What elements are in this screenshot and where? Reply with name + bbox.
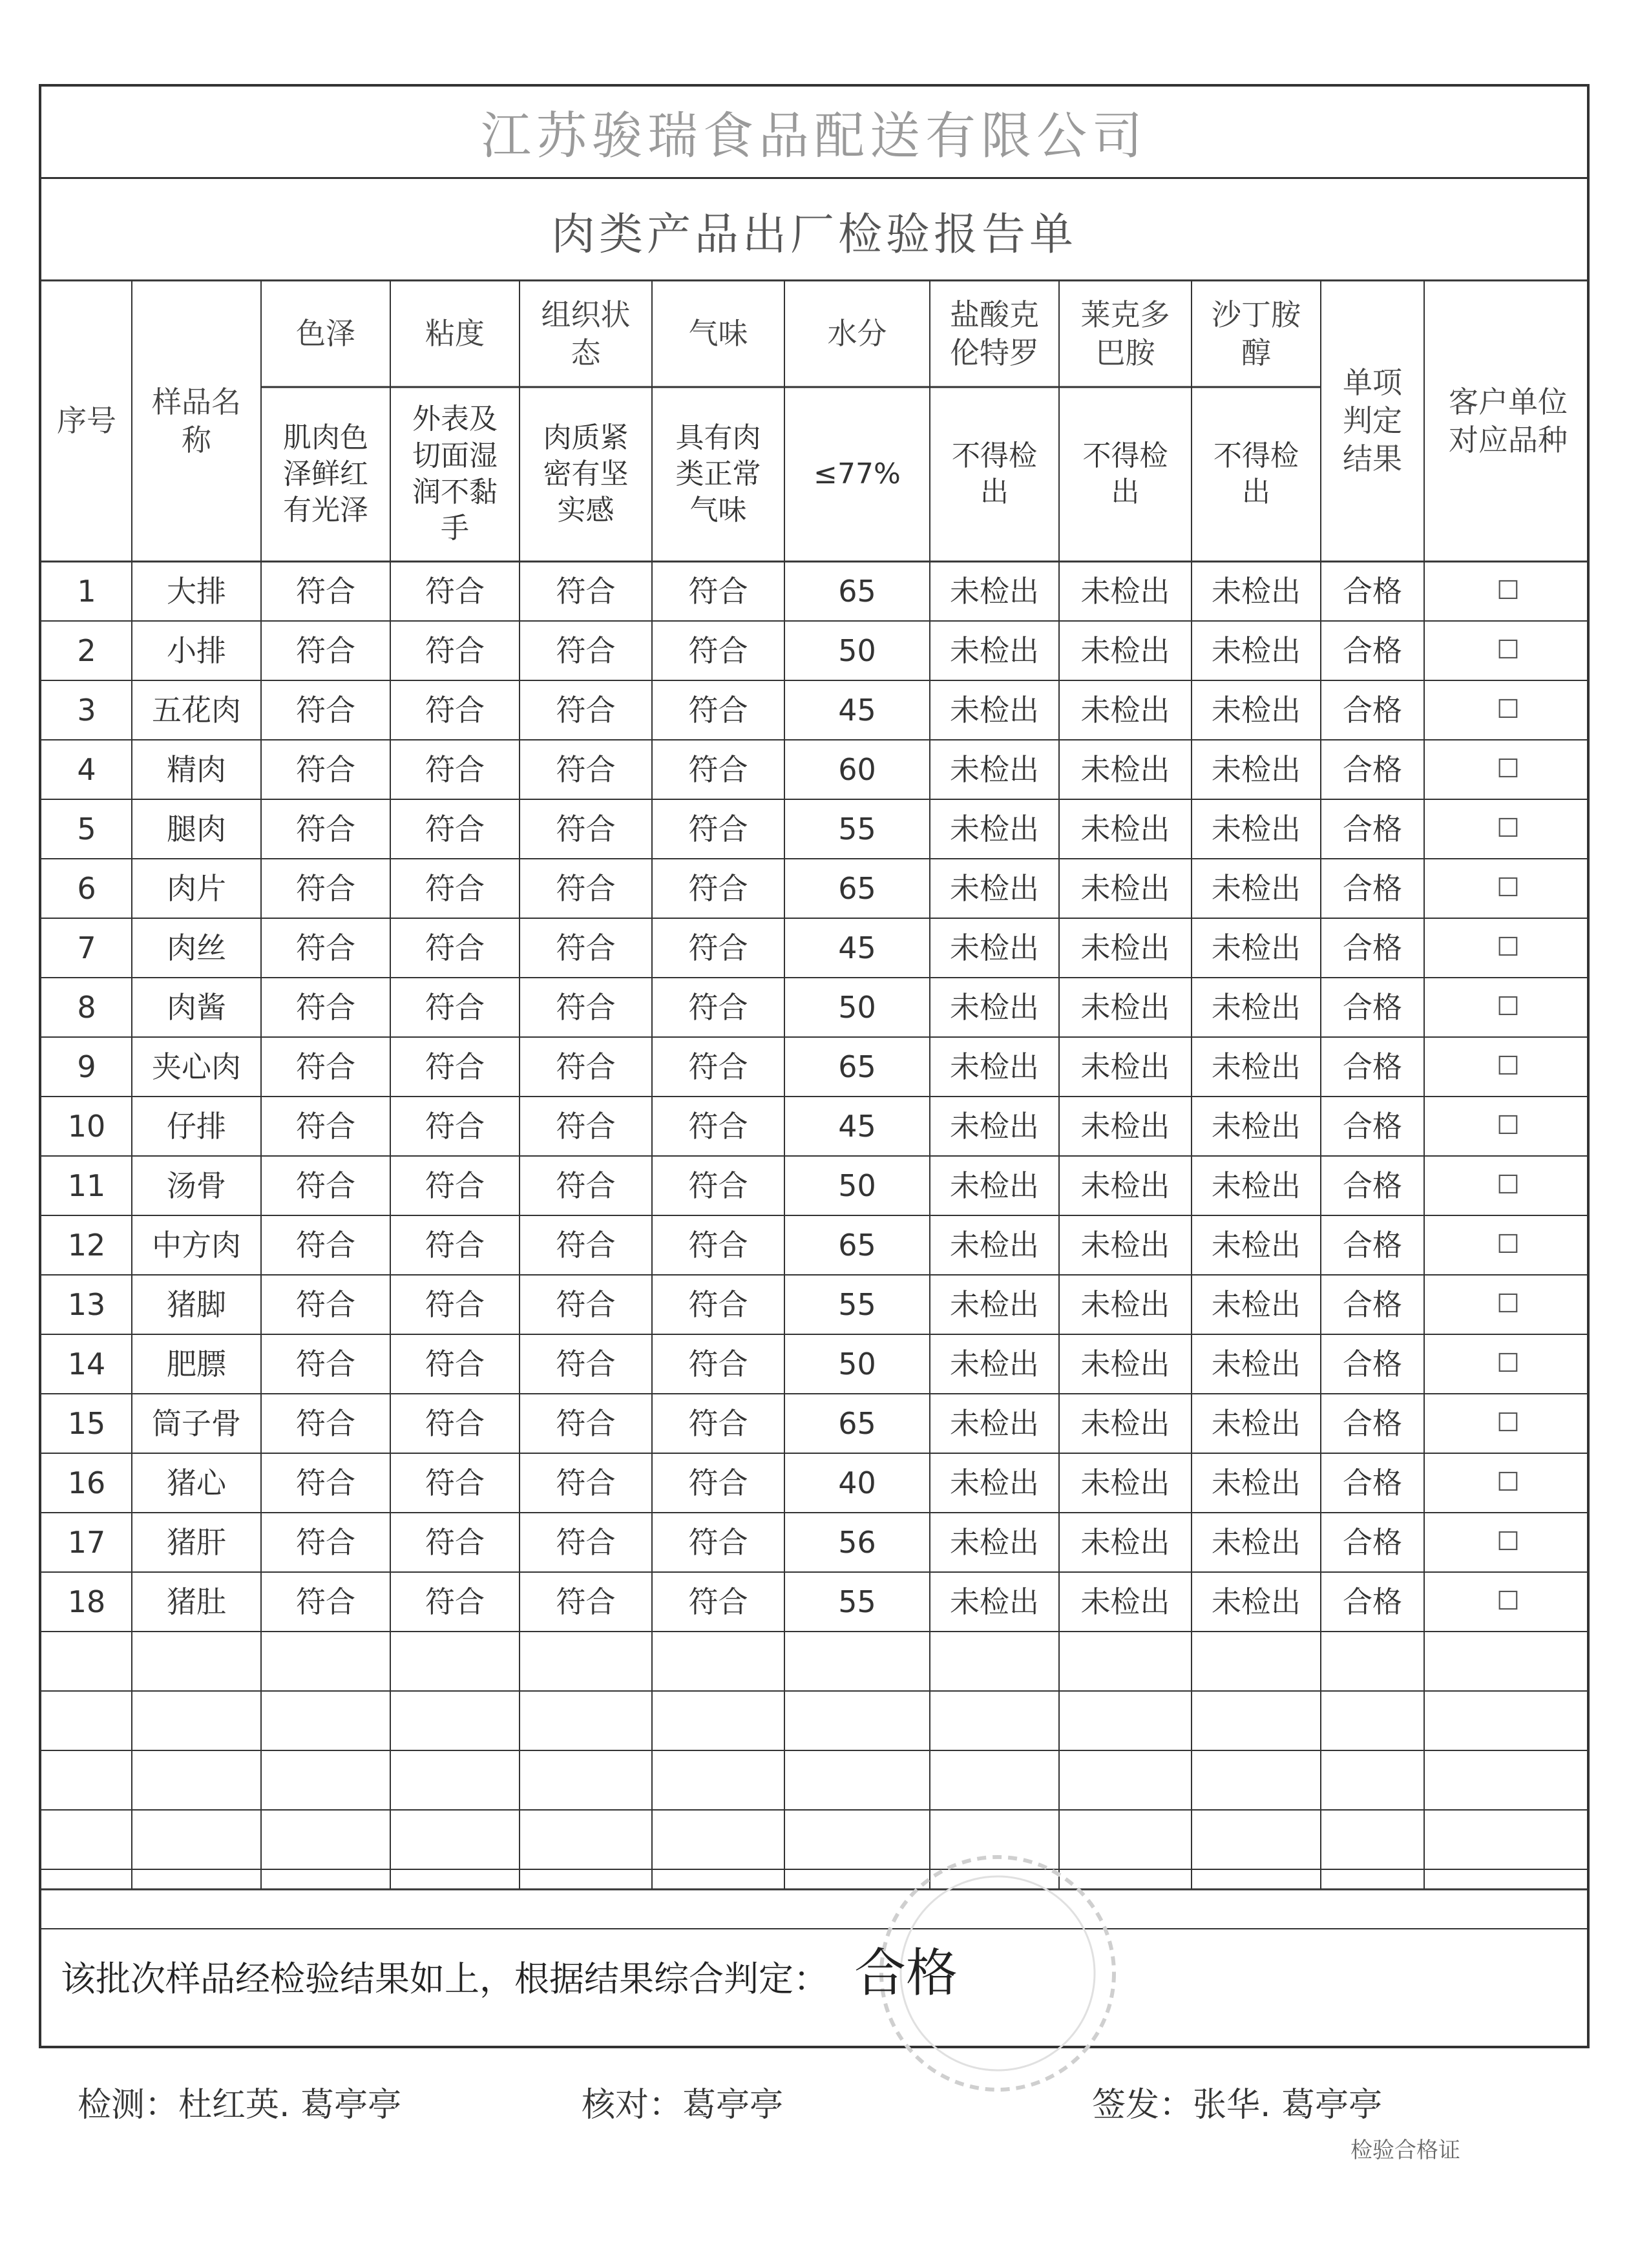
table-cell-viscosity: 符合 <box>425 930 485 965</box>
table-cell-client: ☐ <box>1497 1230 1520 1260</box>
table-cell-salbutamol: 未检出 <box>1212 930 1301 965</box>
table-cell-color: 符合 <box>296 1168 355 1203</box>
table-cell-texture: 符合 <box>556 633 616 668</box>
table-cell-smell: 符合 <box>688 811 748 846</box>
table-cell-client: ☐ <box>1497 1051 1520 1082</box>
table-cell-seq: 3 <box>77 692 96 728</box>
table-cell-client: ☐ <box>1497 1170 1520 1201</box>
table-cell-seq: 6 <box>77 870 96 906</box>
table-cell-smell: 符合 <box>688 692 748 728</box>
table-cell-color: 符合 <box>296 692 355 728</box>
criterion-viscosity: 外表及 切面湿 润不黏 手 <box>412 403 498 545</box>
table-cell-verdict: 合格 <box>1343 692 1402 728</box>
table-cell-verdict: 合格 <box>1343 1405 1402 1441</box>
table-cell-ractopamine: 未检出 <box>1080 811 1170 846</box>
table-cell-salbutamol: 未检出 <box>1212 870 1301 906</box>
table-cell-salbutamol: 未检出 <box>1212 1465 1301 1500</box>
table-cell-color: 符合 <box>296 633 355 668</box>
table-cell-viscosity: 符合 <box>425 1524 485 1560</box>
table-cell-color: 符合 <box>296 989 355 1025</box>
criterion-salbutamol: 不得检 出 <box>1213 439 1299 509</box>
table-cell-ractopamine: 未检出 <box>1080 1465 1170 1500</box>
table-cell-viscosity: 符合 <box>425 573 485 609</box>
table-cell-texture: 符合 <box>556 1049 616 1084</box>
table-cell-name: 夹心肉 <box>152 1049 241 1084</box>
table-cell-client: ☐ <box>1497 635 1520 666</box>
table-cell-smell: 符合 <box>688 1227 748 1263</box>
table-cell-client: ☐ <box>1497 1289 1520 1319</box>
table-cell-smell: 符合 <box>688 870 748 906</box>
table-cell-viscosity: 符合 <box>425 989 485 1025</box>
table-cell-ractopamine: 未检出 <box>1080 573 1170 609</box>
table-cell-clenbuterol: 未检出 <box>950 1108 1039 1144</box>
table-cell-seq: 2 <box>77 633 96 668</box>
table-cell-moisture: 50 <box>838 989 876 1025</box>
table-cell-viscosity: 符合 <box>425 692 485 728</box>
table-cell-salbutamol: 未检出 <box>1212 1168 1301 1203</box>
table-cell-ractopamine: 未检出 <box>1080 633 1170 668</box>
table-cell-clenbuterol: 未检出 <box>950 633 1039 668</box>
table-cell-clenbuterol: 未检出 <box>950 692 1039 728</box>
table-cell-clenbuterol: 未检出 <box>950 573 1039 609</box>
table-cell-moisture: 65 <box>838 870 876 906</box>
table-cell-seq: 16 <box>67 1465 106 1500</box>
table-cell-verdict: 合格 <box>1343 989 1402 1025</box>
table-cell-verdict: 合格 <box>1343 633 1402 668</box>
criterion-texture: 肉质紧 密有坚 实感 <box>543 421 629 527</box>
criterion-ractopamine: 不得检 出 <box>1082 439 1168 509</box>
table-cell-color: 符合 <box>296 811 355 846</box>
table-cell-name: 汤骨 <box>167 1168 226 1203</box>
table-cell-client: ☐ <box>1497 1408 1520 1438</box>
table-cell-moisture: 55 <box>838 1584 876 1619</box>
table-cell-viscosity: 符合 <box>425 1108 485 1144</box>
table-cell-salbutamol: 未检出 <box>1212 751 1301 787</box>
table-cell-client: ☐ <box>1497 576 1520 606</box>
table-cell-verdict: 合格 <box>1343 1108 1402 1144</box>
table-cell-moisture: 45 <box>838 1108 876 1144</box>
table-cell-smell: 符合 <box>688 633 748 668</box>
table-cell-verdict: 合格 <box>1343 1049 1402 1084</box>
header-salbutamol: 沙丁胺 醇 <box>1212 297 1301 370</box>
header-verdict: 单项 判定 结果 <box>1343 365 1402 476</box>
table-cell-texture: 符合 <box>556 870 616 906</box>
table-cell-viscosity: 符合 <box>425 1346 485 1381</box>
header-viscosity: 粘度 <box>425 316 485 352</box>
table-cell-ractopamine: 未检出 <box>1080 1524 1170 1560</box>
table-cell-moisture: 56 <box>838 1524 876 1560</box>
table-cell-salbutamol: 未检出 <box>1212 1227 1301 1263</box>
table-cell-ractopamine: 未检出 <box>1080 1584 1170 1619</box>
table-cell-name: 五花肉 <box>152 692 241 728</box>
table-cell-client: ☐ <box>1497 1349 1520 1379</box>
table-cell-client: ☐ <box>1497 1111 1520 1141</box>
table-cell-seq: 11 <box>67 1168 106 1203</box>
table-cell-seq: 12 <box>67 1227 106 1263</box>
table-cell-name: 大排 <box>167 573 226 609</box>
table-cell-ractopamine: 未检出 <box>1080 1227 1170 1263</box>
table-cell-ractopamine: 未检出 <box>1080 1168 1170 1203</box>
table-cell-color: 符合 <box>296 1405 355 1441</box>
table-cell-viscosity: 符合 <box>425 1584 485 1619</box>
table-cell-clenbuterol: 未检出 <box>950 1405 1039 1441</box>
table-cell-color: 符合 <box>296 1049 355 1084</box>
table-cell-seq: 15 <box>67 1405 106 1441</box>
table-cell-salbutamol: 未检出 <box>1212 1108 1301 1144</box>
table-cell-seq: 4 <box>77 751 96 787</box>
table-cell-salbutamol: 未检出 <box>1212 633 1301 668</box>
table-cell-smell: 符合 <box>688 1168 748 1203</box>
table-cell-salbutamol: 未检出 <box>1212 1405 1301 1441</box>
table-cell-texture: 符合 <box>556 1524 616 1560</box>
table-cell-texture: 符合 <box>556 692 616 728</box>
table-cell-verdict: 合格 <box>1343 1227 1402 1263</box>
table-cell-verdict: 合格 <box>1343 751 1402 787</box>
table-cell-color: 符合 <box>296 1346 355 1381</box>
table-cell-moisture: 40 <box>838 1465 876 1500</box>
table-cell-viscosity: 符合 <box>425 1405 485 1441</box>
table-cell-color: 符合 <box>296 1227 355 1263</box>
table-cell-color: 符合 <box>296 751 355 787</box>
table-cell-clenbuterol: 未检出 <box>950 1465 1039 1500</box>
table-cell-moisture: 50 <box>838 1168 876 1203</box>
table-cell-name: 肉丝 <box>167 930 226 965</box>
table-cell-client: ☐ <box>1497 992 1520 1022</box>
table-cell-ractopamine: 未检出 <box>1080 1049 1170 1084</box>
table-cell-smell: 符合 <box>688 1524 748 1560</box>
table-cell-clenbuterol: 未检出 <box>950 751 1039 787</box>
table-cell-name: 肉片 <box>167 870 226 906</box>
table-cell-name: 猪肝 <box>167 1524 226 1560</box>
table-cell-moisture: 55 <box>838 1286 876 1322</box>
table-cell-texture: 符合 <box>556 1168 616 1203</box>
table-cell-name: 腿肉 <box>167 811 226 846</box>
table-cell-texture: 符合 <box>556 930 616 965</box>
report-title: 肉类产品出厂检验报告单 <box>41 177 1587 282</box>
table-cell-verdict: 合格 <box>1343 1346 1402 1381</box>
table-cell-client: ☐ <box>1497 1586 1520 1617</box>
table-cell-verdict: 合格 <box>1343 1524 1402 1560</box>
table-cell-seq: 14 <box>67 1346 106 1381</box>
table-cell-seq: 8 <box>77 989 96 1025</box>
table-cell-name: 猪心 <box>167 1465 226 1500</box>
criterion-color: 肌肉色 泽鲜红 有光泽 <box>283 421 368 527</box>
table-cell-salbutamol: 未检出 <box>1212 1524 1301 1560</box>
table-cell-client: ☐ <box>1497 695 1520 725</box>
table-cell-smell: 符合 <box>688 1584 748 1619</box>
table-cell-client: ☐ <box>1497 873 1520 903</box>
inspection-report-form <box>39 84 1590 2048</box>
table-cell-name: 精肉 <box>167 751 226 787</box>
table-cell-viscosity: 符合 <box>425 811 485 846</box>
table-cell-ractopamine: 未检出 <box>1080 1286 1170 1322</box>
header-moisture: 水分 <box>827 316 887 352</box>
table-cell-viscosity: 符合 <box>425 1286 485 1322</box>
header-color: 色泽 <box>296 316 355 352</box>
table-cell-clenbuterol: 未检出 <box>950 1346 1039 1381</box>
table-cell-ractopamine: 未检出 <box>1080 692 1170 728</box>
table-cell-name: 小排 <box>167 633 226 668</box>
table-cell-texture: 符合 <box>556 751 616 787</box>
table-cell-salbutamol: 未检出 <box>1212 989 1301 1025</box>
table-cell-texture: 符合 <box>556 1108 616 1144</box>
table-cell-texture: 符合 <box>556 1227 616 1263</box>
table-cell-client: ☐ <box>1497 1527 1520 1557</box>
table-cell-viscosity: 符合 <box>425 633 485 668</box>
table-cell-color: 符合 <box>296 1465 355 1500</box>
table-cell-verdict: 合格 <box>1343 1584 1402 1619</box>
table-cell-moisture: 65 <box>838 573 876 609</box>
table-cell-moisture: 50 <box>838 1346 876 1381</box>
table-cell-verdict: 合格 <box>1343 1465 1402 1500</box>
table-cell-verdict: 合格 <box>1343 870 1402 906</box>
company-name: 江苏骏瑞食品配送有限公司 <box>480 107 1148 165</box>
table-cell-clenbuterol: 未检出 <box>950 1168 1039 1203</box>
table-cell-client: ☐ <box>1497 932 1520 963</box>
table-cell-moisture: 50 <box>838 633 876 668</box>
table-cell-moisture: 45 <box>838 930 876 965</box>
table-cell-color: 符合 <box>296 573 355 609</box>
header-name: 样品名 称 <box>152 384 241 457</box>
table-cell-seq: 5 <box>77 811 96 846</box>
table-cell-texture: 符合 <box>556 1346 616 1381</box>
table-cell-verdict: 合格 <box>1343 1286 1402 1322</box>
header-client: 客户单位 对应品种 <box>1449 384 1568 457</box>
table-cell-verdict: 合格 <box>1343 930 1402 965</box>
table-cell-ractopamine: 未检出 <box>1080 751 1170 787</box>
table-cell-ractopamine: 未检出 <box>1080 1346 1170 1381</box>
table-cell-color: 符合 <box>296 930 355 965</box>
table-cell-texture: 符合 <box>556 1405 616 1441</box>
table-cell-viscosity: 符合 <box>425 1465 485 1500</box>
table-cell-viscosity: 符合 <box>425 870 485 906</box>
table-cell-salbutamol: 未检出 <box>1212 1346 1301 1381</box>
table-cell-name: 中方肉 <box>152 1227 241 1263</box>
table-cell-moisture: 55 <box>838 811 876 846</box>
table-cell-verdict: 合格 <box>1343 811 1402 846</box>
table-cell-smell: 符合 <box>688 989 748 1025</box>
table-cell-color: 符合 <box>296 870 355 906</box>
header-smell: 气味 <box>688 316 748 352</box>
table-cell-clenbuterol: 未检出 <box>950 930 1039 965</box>
table-cell-viscosity: 符合 <box>425 1049 485 1084</box>
table-cell-smell: 符合 <box>688 1108 748 1144</box>
table-cell-salbutamol: 未检出 <box>1212 1049 1301 1084</box>
table-cell-clenbuterol: 未检出 <box>950 1524 1039 1560</box>
table-cell-salbutamol: 未检出 <box>1212 811 1301 846</box>
table-cell-ractopamine: 未检出 <box>1080 989 1170 1025</box>
table-cell-seq: 17 <box>67 1524 106 1560</box>
table-cell-viscosity: 符合 <box>425 1227 485 1263</box>
table-cell-texture: 符合 <box>556 1465 616 1500</box>
table-cell-texture: 符合 <box>556 989 616 1025</box>
table-cell-seq: 1 <box>77 573 96 609</box>
table-cell-name: 筒子骨 <box>152 1405 241 1441</box>
table-cell-salbutamol: 未检出 <box>1212 1584 1301 1619</box>
table-cell-salbutamol: 未检出 <box>1212 692 1301 728</box>
table-cell-client: ☐ <box>1497 814 1520 844</box>
summary-line <box>61 1931 958 2006</box>
header-clenbuterol: 盐酸克 伦特罗 <box>950 297 1039 370</box>
summary-text: 该批次样品经检验结果如上，根据结果综合判定： <box>61 1958 828 1999</box>
inspection-certificate-label: 检验合格证 <box>1350 2137 1460 2163</box>
table-cell-clenbuterol: 未检出 <box>950 1049 1039 1084</box>
table-cell-seq: 9 <box>77 1049 96 1084</box>
table-cell-moisture: 65 <box>838 1405 876 1441</box>
table-cell-clenbuterol: 未检出 <box>950 1584 1039 1619</box>
summary-result: 合格 <box>854 1943 958 2003</box>
table-cell-color: 符合 <box>296 1286 355 1322</box>
table-cell-smell: 符合 <box>688 930 748 965</box>
table-cell-smell: 符合 <box>688 1346 748 1381</box>
header-texture: 组织状 态 <box>541 297 631 370</box>
table-cell-moisture: 65 <box>838 1227 876 1263</box>
table-cell-smell: 符合 <box>688 1465 748 1500</box>
table-cell-verdict: 合格 <box>1343 1168 1402 1203</box>
criterion-clenbuterol: 不得检 出 <box>952 439 1037 509</box>
tester-signature: 检测：杜红英. 葛亭亭 <box>78 2086 402 2125</box>
table-cell-name: 猪脚 <box>167 1286 226 1322</box>
criterion-moisture: ≤77% <box>814 457 901 490</box>
table-cell-viscosity: 符合 <box>425 751 485 787</box>
table-cell-name: 猪肚 <box>167 1584 226 1619</box>
table-cell-moisture: 60 <box>838 751 876 787</box>
table-cell-texture: 符合 <box>556 811 616 846</box>
table-cell-color: 符合 <box>296 1584 355 1619</box>
table-cell-clenbuterol: 未检出 <box>950 1227 1039 1263</box>
table-cell-texture: 符合 <box>556 1584 616 1619</box>
issuer-signature: 签发：张华. 葛亭亭 <box>1092 2086 1383 2125</box>
table-cell-salbutamol: 未检出 <box>1212 573 1301 609</box>
table-cell-name: 肥膘 <box>167 1346 226 1381</box>
table-cell-seq: 7 <box>77 930 96 965</box>
table-cell-ractopamine: 未检出 <box>1080 870 1170 906</box>
table-cell-seq: 13 <box>67 1286 106 1322</box>
header-ractopamine: 莱克多 巴胺 <box>1080 297 1170 370</box>
table-cell-smell: 符合 <box>688 573 748 609</box>
criterion-smell: 具有肉 类正常 气味 <box>675 421 761 527</box>
table-cell-viscosity: 符合 <box>425 1168 485 1203</box>
table-cell-name: 肉酱 <box>167 989 226 1025</box>
table-cell-verdict: 合格 <box>1343 573 1402 609</box>
table-cell-clenbuterol: 未检出 <box>950 811 1039 846</box>
table-cell-ractopamine: 未检出 <box>1080 1405 1170 1441</box>
table-cell-client: ☐ <box>1497 754 1520 784</box>
header-seq: 序号 <box>57 403 116 439</box>
table-cell-color: 符合 <box>296 1524 355 1560</box>
table-cell-seq: 18 <box>67 1584 106 1619</box>
checker-signature: 核对：葛亭亭 <box>582 2086 784 2125</box>
table-cell-moisture: 65 <box>838 1049 876 1084</box>
table-cell-texture: 符合 <box>556 573 616 609</box>
table-cell-clenbuterol: 未检出 <box>950 1286 1039 1322</box>
table-cell-ractopamine: 未检出 <box>1080 930 1170 965</box>
table-cell-smell: 符合 <box>688 1286 748 1322</box>
table-cell-smell: 符合 <box>688 1405 748 1441</box>
table-cell-salbutamol: 未检出 <box>1212 1286 1301 1322</box>
table-cell-smell: 符合 <box>688 751 748 787</box>
table-cell-texture: 符合 <box>556 1286 616 1322</box>
table-cell-ractopamine: 未检出 <box>1080 1108 1170 1144</box>
table-cell-client: ☐ <box>1497 1467 1520 1498</box>
table-cell-smell: 符合 <box>688 1049 748 1084</box>
table-cell-color: 符合 <box>296 1108 355 1144</box>
table-cell-seq: 10 <box>67 1108 106 1144</box>
table-cell-clenbuterol: 未检出 <box>950 989 1039 1025</box>
table-cell-name: 仔排 <box>167 1108 226 1144</box>
table-cell-clenbuterol: 未检出 <box>950 870 1039 906</box>
table-cell-moisture: 45 <box>838 692 876 728</box>
